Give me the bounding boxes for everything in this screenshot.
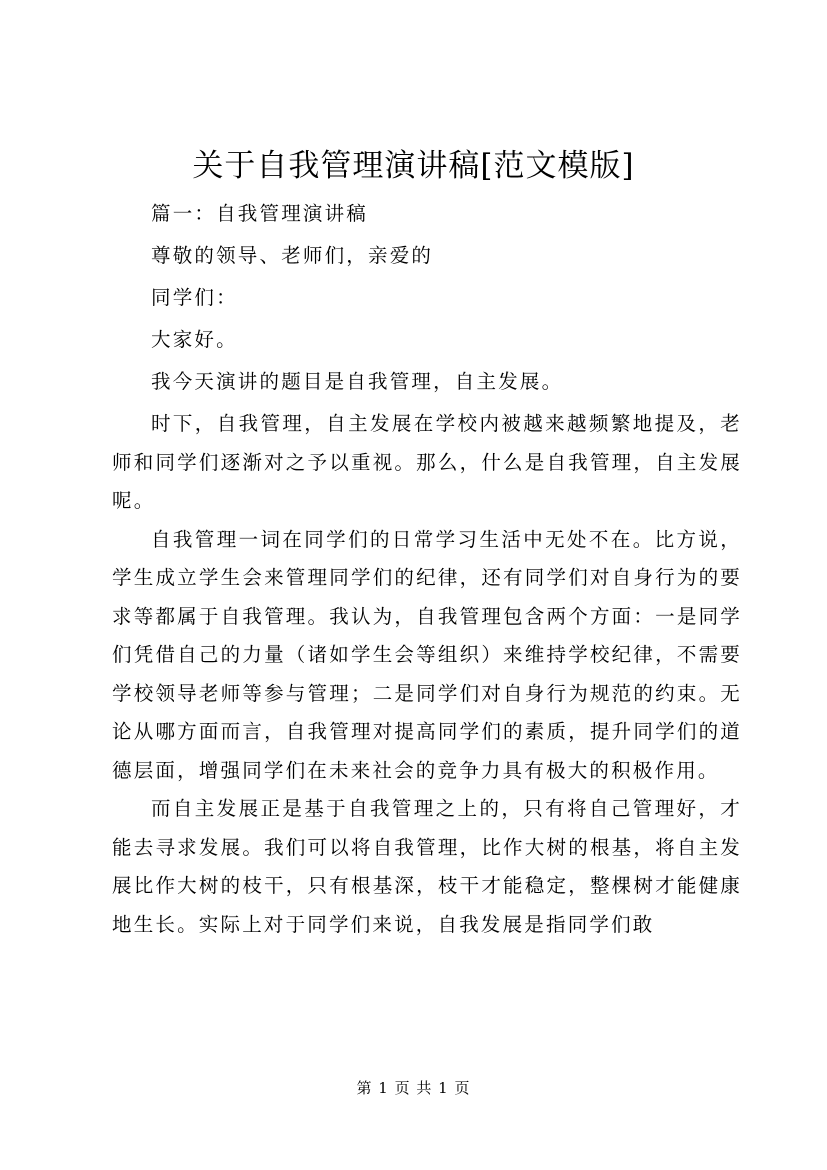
document-title: 关于自我管理演讲稿[范文模版] [192, 148, 635, 184]
paragraph-body-1: 时下，自我管理，自主发展在学校内被越来越频繁地提及，老师和同学们逐渐对之予以重视。那么，什么是自我管理，自主发展呢。 [112, 412, 742, 512]
paragraph-salutation: 尊敬的领导、老师们，亲爱的 [151, 244, 434, 267]
paragraph-section-heading: 篇一：自我管理演讲稿 [151, 202, 369, 225]
paragraph-body-3: 而自主发展正是基于自我管理之上的，只有将自己管理好，才能去寻求发展。我们可以将自我管理，比作大树的根基，将自主发展比作大树的枝干，只有根基深，枝干才能稳定，整棵树才能健康地生长。实际上对于同学们来说，自我发展是指同学们敢 [112, 797, 742, 936]
paragraph-body-2: 自我管理一词在同学们的日常学习生活中无处不在。比方说，学生成立学生会来管理同学们的纪律，还有同学们对自身行为的要求等都属于自我管理。我认为，自我管理包含两个方面：一是同学们凭借自己的力量（诸如学生会等组织）来维持学校纪律，不需要学校领导老师等参与管理；二是同学们对自身行为规范的约束。无论从哪方面而言，自我管理对提高同学们的素质，提升同学们的道德层面，增强同学们在未来社会的竞争力具有极大的积极作用。 [112, 527, 742, 782]
document-body [112, 195, 742, 944]
paragraph-topic: 我今天演讲的题目是自我管理，自主发展。 [151, 370, 564, 393]
paragraph-greeting: 大家好。 [151, 328, 238, 351]
page-footer: 第 1 页 共 1 页 [356, 1079, 471, 1097]
paragraph-salutation-continued: 同学们： [151, 286, 238, 309]
